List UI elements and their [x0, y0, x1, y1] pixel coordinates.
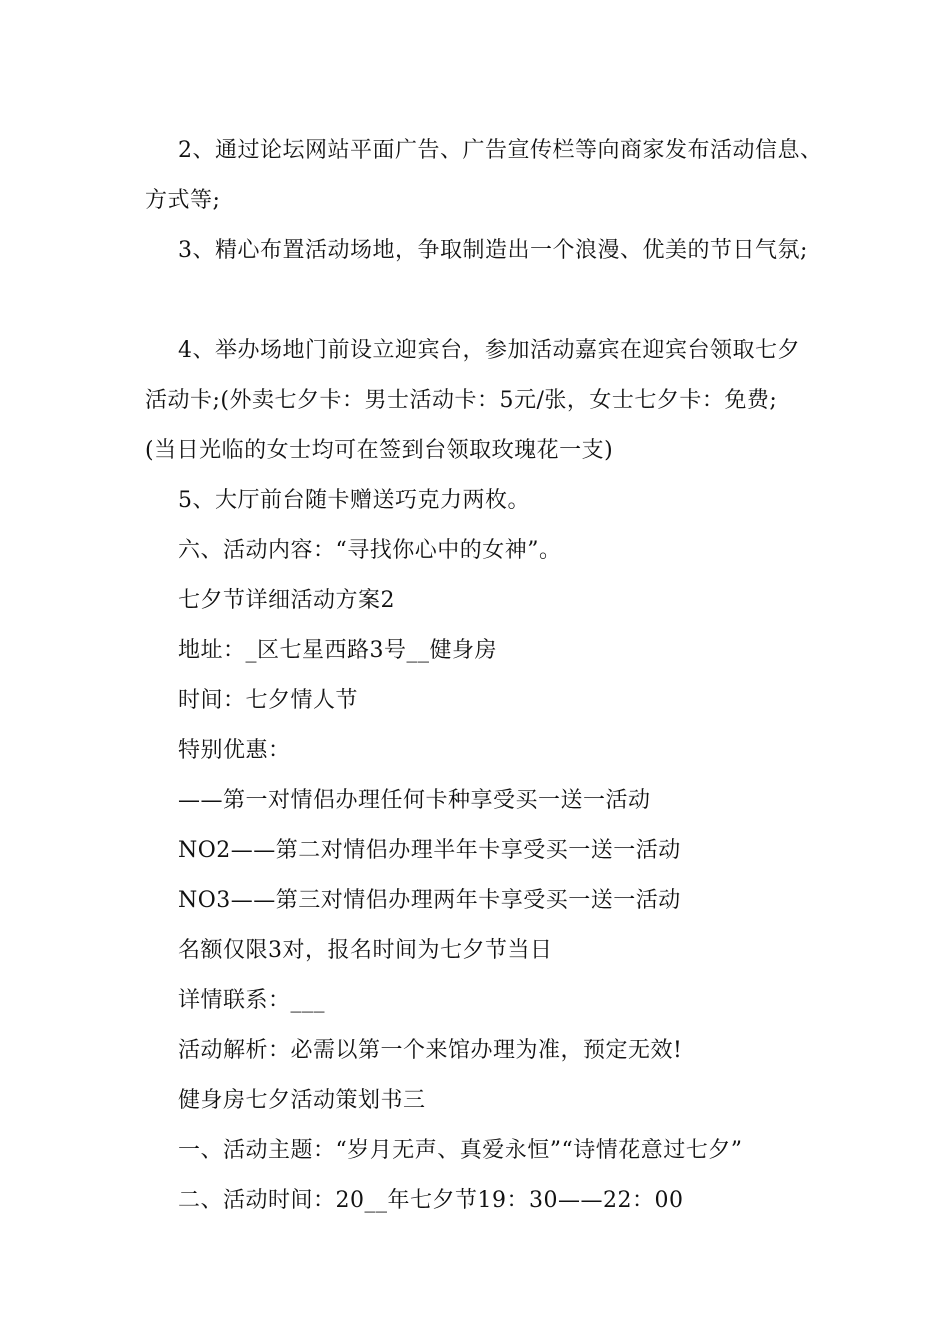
paragraph-line: 5、大厅前台随卡赠送巧克力两枚。 [178, 488, 530, 513]
paragraph-line: 4、举办场地门前设立迎宾台，参加活动嘉宾在迎宾台领取七夕 [178, 338, 800, 363]
list-item: NO3——第三对情侣办理两年卡享受买一送一活动 [178, 888, 681, 913]
paragraph-line: 地址：_区七星西路3号__健身房 [178, 638, 497, 663]
paragraph-line: 活动解析：必需以第一个来馆办理为准，预定无效! [178, 1038, 683, 1063]
paragraph-line: (当日光临的女士均可在签到台领取玫瑰花一支) [145, 438, 614, 463]
paragraph-line: 方式等; [145, 188, 221, 213]
section-title: 健身房七夕活动策划书三 [178, 1088, 426, 1113]
section-heading: 二、活动时间：20__年七夕节19：30——22：00 [178, 1188, 684, 1213]
paragraph-line: 2、通过论坛网站平面广告、广告宣传栏等向商家发布活动信息、 [178, 138, 823, 163]
paragraph-line: 名额仅限3对，报名时间为七夕节当日 [178, 938, 553, 963]
paragraph-line: 活动卡;(外卖七夕卡：男士活动卡：5元/张，女士七夕卡：免费; [145, 388, 778, 413]
paragraph-line: 时间：七夕情人节 [178, 688, 359, 713]
list-item: ——第一对情侣办理任何卡种享受买一送一活动 [178, 788, 651, 813]
section-heading: 一、活动主题：“岁月无声、真爱永恒”“诗情花意过七夕” [178, 1138, 743, 1163]
paragraph-line: 详情联系：___ [178, 988, 326, 1013]
list-item: NO2——第二对情侣办理半年卡享受买一送一活动 [178, 838, 681, 863]
section-heading: 六、活动内容：“寻找你心中的女神”。 [178, 538, 562, 563]
paragraph-line: 3、精心布置活动场地，争取制造出一个浪漫、优美的节日气氛; [178, 238, 808, 263]
section-title: 七夕节详细活动方案2 [178, 588, 395, 613]
paragraph-line: 特别优惠： [178, 738, 291, 763]
